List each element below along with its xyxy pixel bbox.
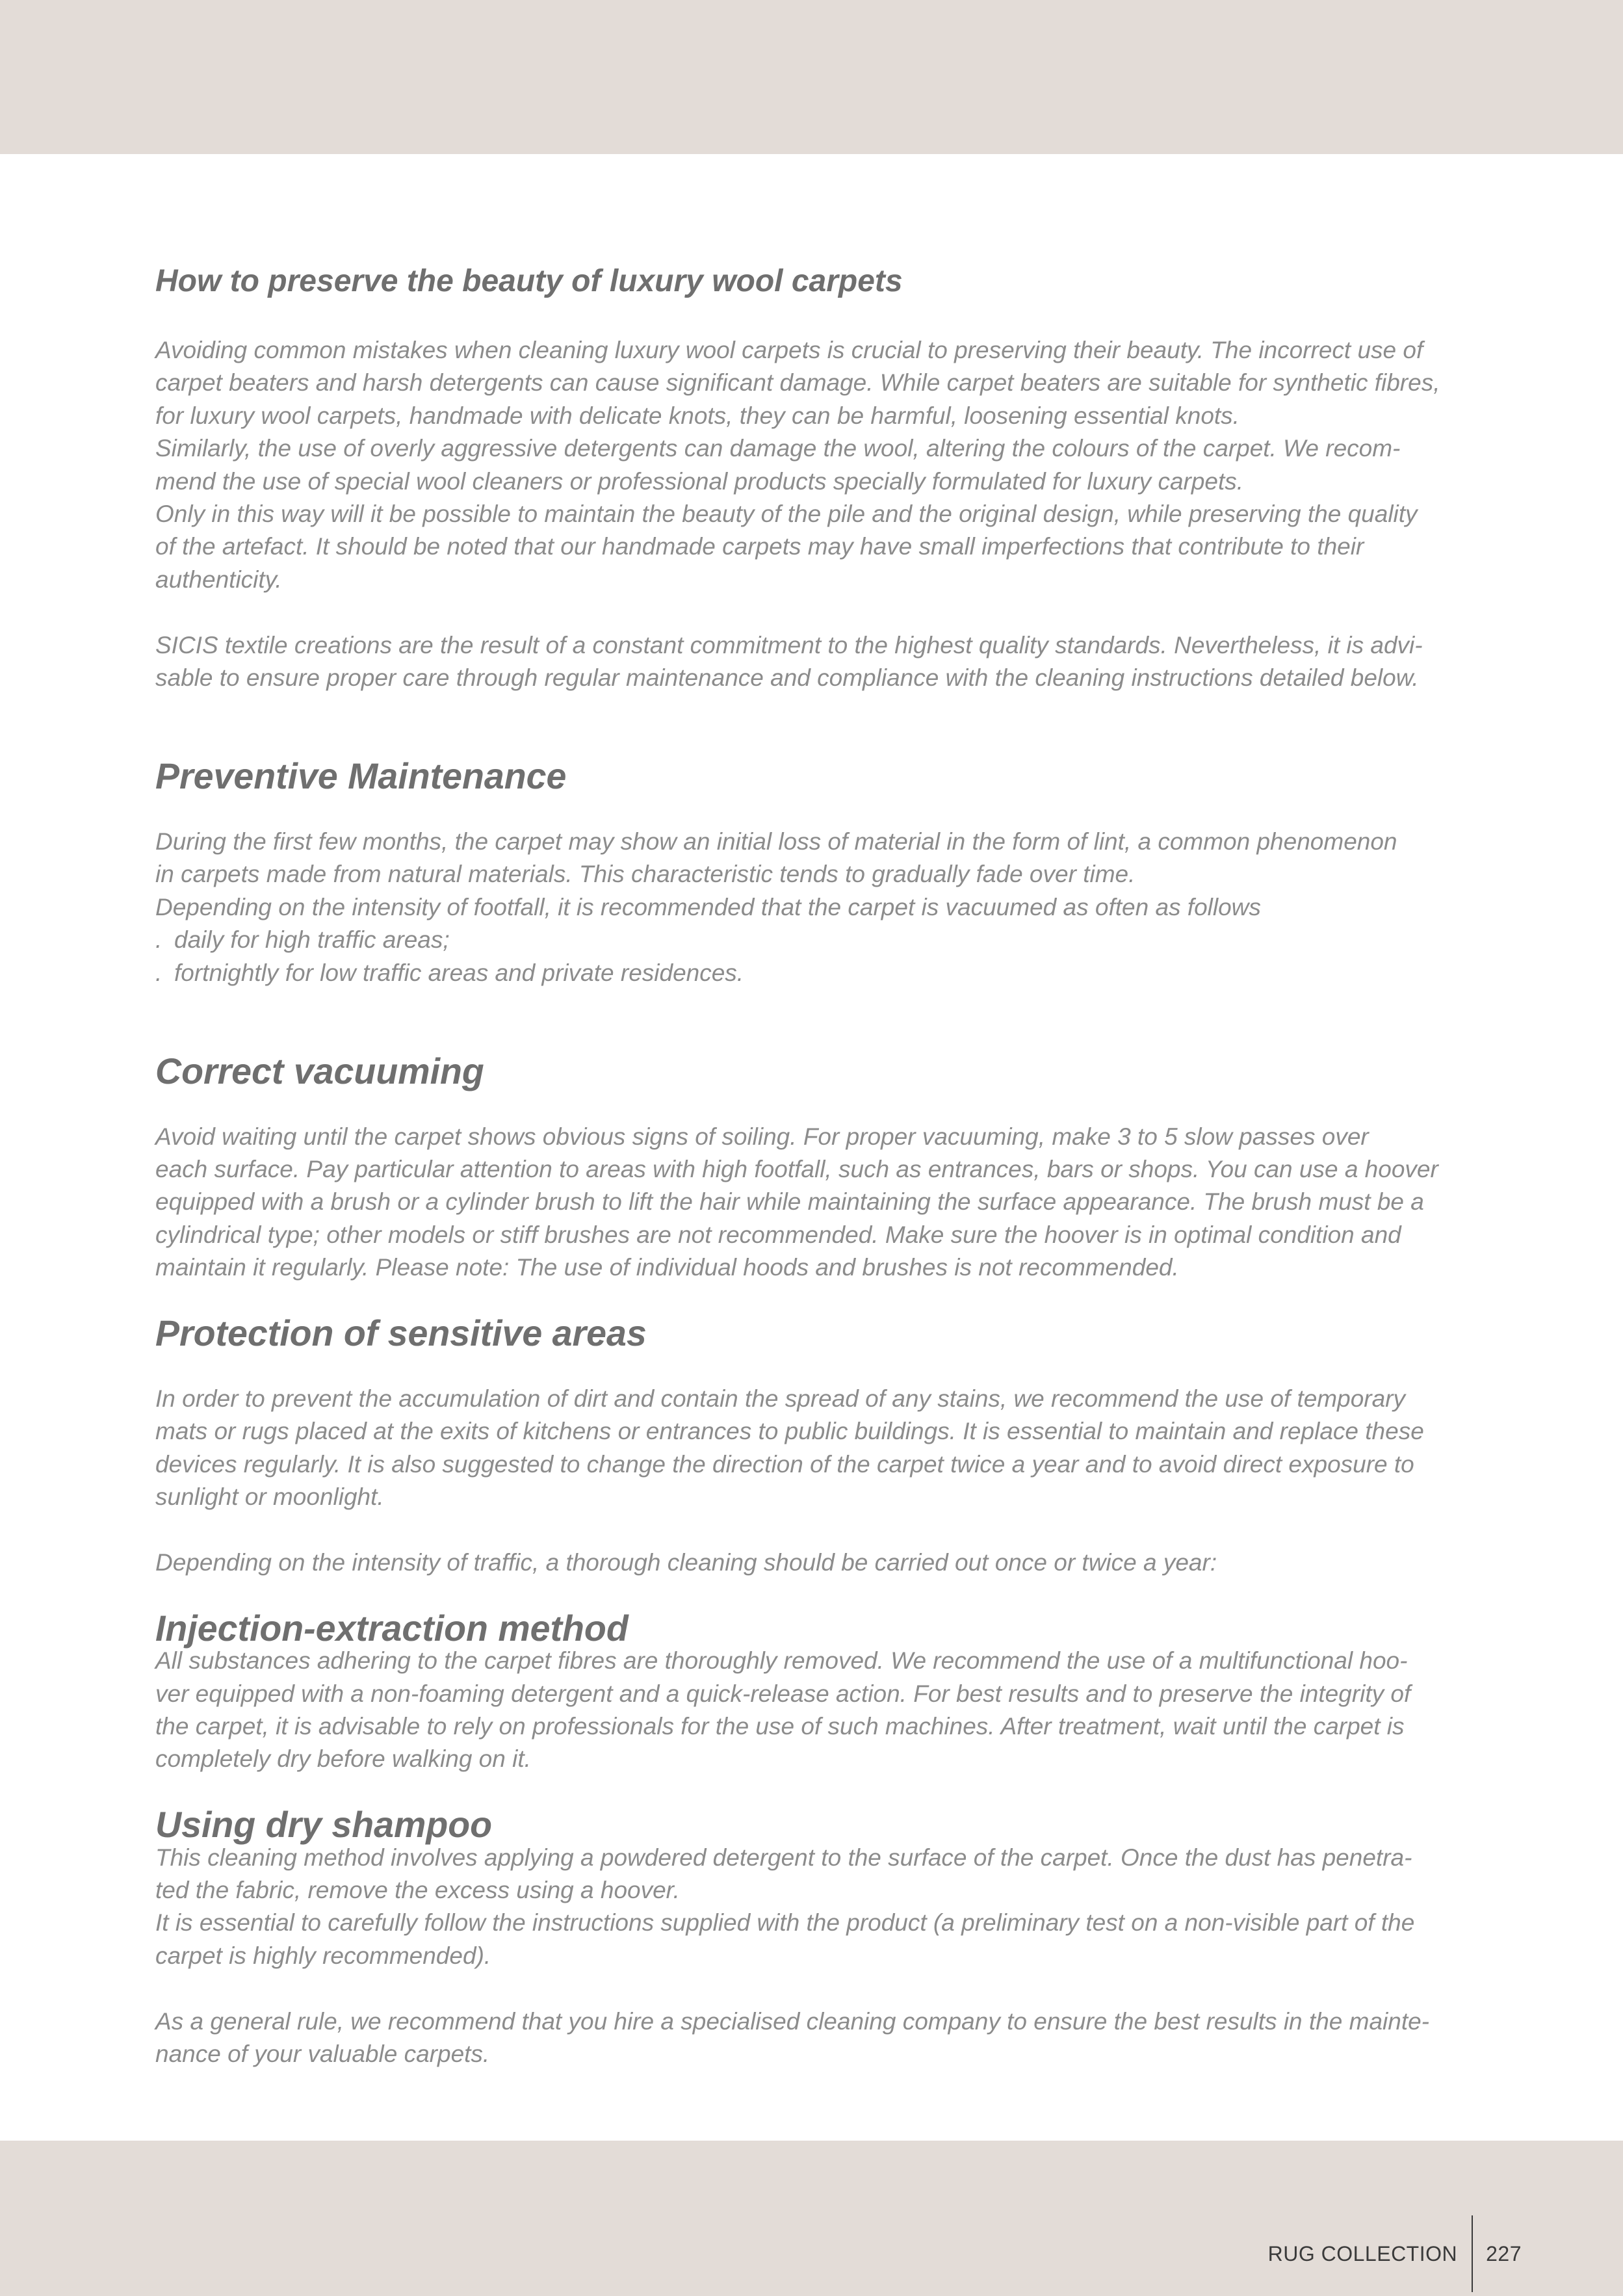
text-line: for luxury wool carpets, handmade with delicate knots, they can be harmful, loosening essential knots. [155, 402, 1240, 429]
text-line: Similarly, the use of overly aggressive detergents can damage the wool, altering the colours of the carpet. We recom- [155, 435, 1401, 462]
text-line: each surface. Pay particular attention to areas with high footfall, such as entrances, bars or shops. You can use a hoover [155, 1156, 1438, 1183]
text-line: Depending on the intensity of footfall, it is recommended that the carpet is vacuumed as often as follows [155, 893, 1261, 920]
page-number: 227 [1486, 2241, 1522, 2265]
text-line: Avoiding common mistakes when cleaning luxury wool carpets is crucial to preserving their beauty. The incorrect use of [155, 337, 1423, 363]
text-line: Only in this way will it be possible to maintain the beauty of the pile and the original design, while preserving the quality [155, 501, 1418, 528]
text-line: ver equipped with a non-foaming detergent and a quick-release action. For best results and to preserve the integrity of [155, 1680, 1411, 1707]
preventive-maintenance-section [155, 756, 1475, 989]
list-item [155, 924, 1475, 956]
text-line: mats or rugs placed at the exits of kitchens or entrances to public buildings. It is essential to maintain and replace these [155, 1418, 1424, 1445]
list-item-text: fortnightly for low traffic areas and private residences. [174, 959, 744, 986]
article [155, 259, 1475, 2070]
text-line: In order to prevent the accumulation of dirt and contain the spread of any stains, we recommend the use of temporary [155, 1385, 1406, 1412]
general-rule-paragraph [155, 2005, 1475, 2071]
text-line: sunlight or moonlight. [155, 1483, 384, 1511]
section-heading: Preventive Maintenance [155, 756, 567, 797]
text-line: carpet beaters and harsh detergents can cause significant damage. While carpet beaters are suitable for synthetic fibres, [155, 369, 1440, 397]
section-heading: Injection-extraction method [155, 1608, 629, 1649]
text-line: completely dry before walking on it. [155, 1745, 531, 1773]
text-line: It is essential to carefully follow the instructions supplied with the product (a preliminary test on a non-visible part of the [155, 1909, 1415, 1937]
text-line: in carpets made from natural materials. This characteristic tends to gradually fade over time. [155, 861, 1136, 888]
text-line: mend the use of special wool cleaners or professional products specially formulated for luxury carpets. [155, 467, 1244, 495]
text-line: As a general rule, we recommend that you hire a specialised cleaning company to ensure the best results in the mainte- [155, 2007, 1430, 2035]
bullet-marker: . [155, 959, 162, 986]
page-title: How to preserve the beauty of luxury wool carpets [155, 264, 903, 298]
header-band [0, 0, 1623, 154]
text-line: This cleaning method involves applying a powdered detergent to the surface of the carpet. Once the dust has penetra- [155, 1844, 1412, 1871]
text-line: ted the fabric, remove the excess using a hoover. [155, 1876, 680, 1903]
text-line: All substances adhering to the carpet fibres are thoroughly removed. We recommend the use of a multifunctional hoo- [155, 1647, 1408, 1675]
text-line: of the artefact. It should be noted that our handmade carpets may have small imperfections that contribute to their [155, 533, 1364, 560]
text-line: SICIS textile creations are the result of a constant commitment to the highest quality standards. Nevertheless, it is advi- [155, 631, 1423, 659]
list-item [155, 957, 1475, 989]
thorough-cleaning-note: Depending on the intensity of traffic, a thorough cleaning should be carried out once or twice a year: [155, 1548, 1217, 1576]
text-line: devices regularly. It is also suggested to change the direction of the carpet twice a year and to avoid direct exposure to [155, 1450, 1414, 1478]
correct-vacuuming-section [155, 1050, 1475, 1285]
protection-section [155, 1313, 1475, 1513]
section-heading: Protection of sensitive areas [155, 1313, 647, 1354]
text-line: carpet is highly recommended). [155, 1942, 491, 1969]
intro-paragraph [155, 334, 1475, 596]
text-line: authenticity. [155, 566, 282, 593]
text-line: cylindrical type; other models or stiff brushes are not recommended. Make sure the hoover is in optimal condition and [155, 1221, 1401, 1248]
page-footer [1268, 2215, 1522, 2292]
section-heading: Using dry shampoo [155, 1805, 493, 1846]
text-line: Avoid waiting until the carpet shows obvious signs of soiling. For proper vacuuming, make 3 to 5 slow passes over [155, 1123, 1369, 1150]
text-line: maintain it regularly. Please note: The use of individual hoods and brushes is not recommended. [155, 1254, 1179, 1281]
collection-label: RUG COLLECTION [1267, 2241, 1458, 2265]
injection-extraction-section [155, 1608, 1475, 1776]
text-line: the carpet, it is advisable to rely on professionals for the use of such machines. After treatment, wait until the carpet is [155, 1712, 1405, 1740]
text-line: equipped with a brush or a cylinder brush to lift the hair while maintaining the surface appearance. The brush must be a [155, 1188, 1424, 1216]
dry-shampoo-section [155, 1805, 1475, 1972]
footer-divider [1472, 2215, 1473, 2292]
section-heading: Correct vacuuming [155, 1050, 484, 1091]
text-line: sable to ensure proper care through regular maintenance and compliance with the cleaning instructions detailed below. [155, 664, 1419, 692]
list-item-text: daily for high traffic areas; [174, 926, 450, 954]
sicis-paragraph [155, 629, 1475, 695]
text-line: During the first few months, the carpet may show an initial loss of material in the form of lint, a common phenomenon [155, 828, 1397, 855]
bullet-marker: . [155, 926, 162, 954]
text-line: nance of your valuable carpets. [155, 2040, 490, 2067]
